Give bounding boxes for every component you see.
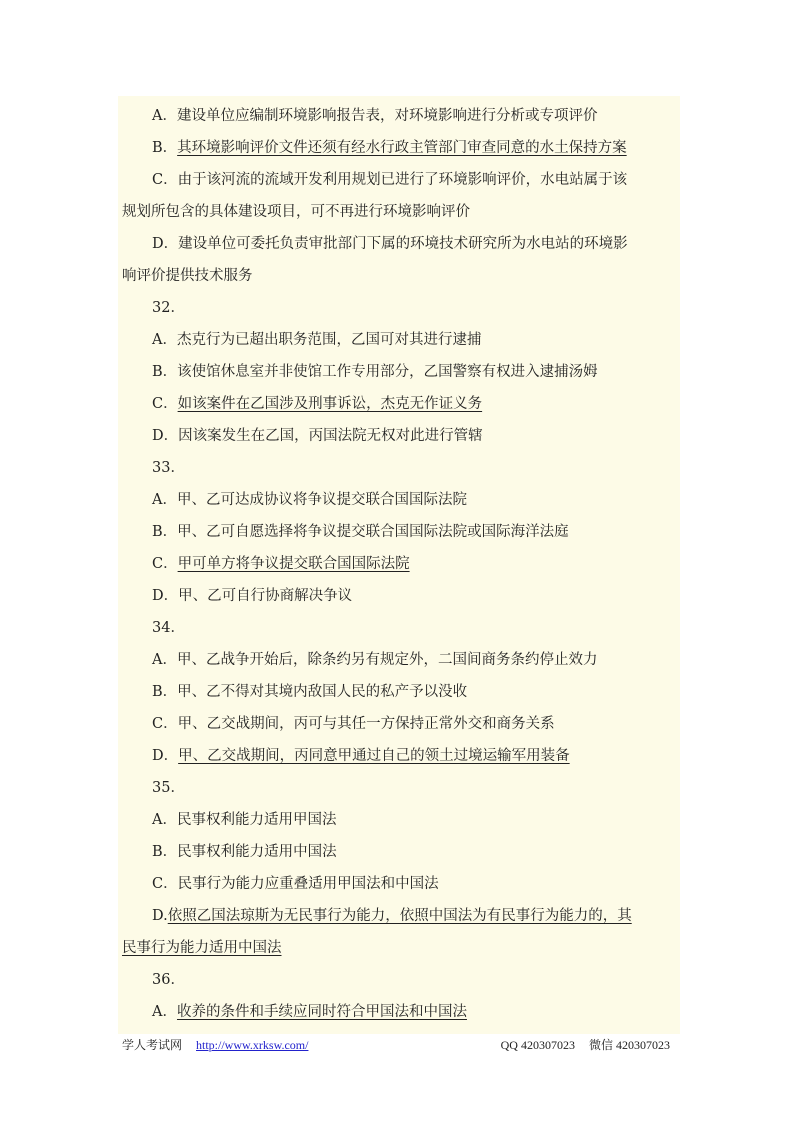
text-line: [122, 868, 678, 900]
option-label: B．: [152, 844, 178, 860]
text-line: [122, 324, 678, 356]
option-label: C．: [152, 716, 178, 732]
option-label: A．: [152, 652, 177, 668]
line-text: 甲、乙可自行协商解决争议: [178, 588, 353, 604]
line-text: 建设单位可委托负责审批部门下属的环境技术研究所为水电站的环境影: [178, 236, 628, 252]
option-label: D．: [152, 588, 179, 604]
option-label: B．: [152, 364, 178, 380]
option-label: D．: [152, 748, 179, 764]
option-label: A．: [152, 332, 177, 348]
option-label: B．: [152, 140, 178, 156]
option-label: A．: [152, 812, 177, 828]
line-text: 甲、乙可达成协议将争议提交联合国国际法院: [176, 492, 467, 508]
line-text: 民事权利能力适用中国法: [177, 844, 337, 860]
line-text: 民事权利能力适用甲国法: [176, 812, 337, 828]
option-label: C．: [152, 556, 178, 572]
underlined-answer-text: 甲可单方将争议提交联合国国际法院: [177, 556, 410, 572]
line-text: 响评价提供技术服务: [122, 268, 253, 284]
line-text: 甲、乙可自愿选择将争议提交联合国国际法院或国际海洋法庭: [177, 524, 569, 540]
footer-wechat: 微信 420307023: [588, 1038, 670, 1052]
line-text: 杰克行为已超出职务范围，乙国可对其进行逮捕: [176, 332, 482, 348]
line-text: 32．: [152, 300, 185, 316]
text-line: [122, 164, 678, 196]
underlined-answer-text: 依照乙国法琼斯为无民事行为能力，依照中国法为有民事行为能力的，其: [167, 908, 632, 924]
text-line: [122, 228, 678, 260]
text-line: [122, 548, 678, 580]
line-text: 34．: [152, 620, 185, 636]
text-line: [122, 676, 678, 708]
line-text: 因该案发生在乙国，丙国法院无权对此进行管辖: [178, 428, 483, 444]
text-line: [122, 580, 678, 612]
line-text: 36．: [152, 972, 185, 988]
text-line: [122, 292, 678, 324]
text-line: [122, 996, 678, 1028]
line-text: 甲、乙不得对其境内敌国人民的私产予以没收: [177, 684, 468, 700]
text-line: [122, 740, 678, 772]
underlined-answer-text: 收养的条件和手续应同时符合甲国法和中国法: [176, 1004, 467, 1020]
line-text: 民事行为能力应重叠适用甲国法和中国法: [177, 876, 439, 892]
text-line: [122, 644, 678, 676]
underlined-answer-text: 民事行为能力适用中国法: [122, 940, 282, 956]
text-line: [122, 484, 678, 516]
footer-url-link[interactable]: http://www.xrksw.com/: [196, 1038, 309, 1052]
line-text: 该使馆休息室并非使馆工作专用部分，乙国警察有权进入逮捕汤姆: [177, 364, 598, 380]
text-line: [122, 804, 678, 836]
text-line: [122, 260, 678, 292]
option-label: A．: [152, 108, 177, 124]
line-text: 甲、乙战争开始后，除条约另有规定外，二国间商务条约停止效力: [176, 652, 598, 668]
text-line: [122, 836, 678, 868]
line-text: 甲、乙交战期间，丙可与其任一方保持正常外交和商务关系: [177, 716, 555, 732]
underlined-answer-text: 其环境影响评价文件还须有经水行政主管部门审查同意的水土保持方案: [177, 140, 627, 156]
text-line: [122, 132, 678, 164]
text-line: [122, 708, 678, 740]
option-label: C．: [152, 876, 178, 892]
option-label: A．: [152, 1004, 177, 1020]
text-line: [122, 452, 678, 484]
option-label: C．: [152, 396, 178, 412]
footer-left: [122, 1037, 308, 1053]
text-line: [122, 612, 678, 644]
text-line: [122, 100, 678, 132]
option-label: A．: [152, 492, 177, 508]
footer-site-name: 学人考试网: [122, 1038, 183, 1052]
line-text: 35．: [152, 780, 185, 796]
footer-qq: QQ 420307023: [500, 1038, 575, 1052]
option-label: B．: [152, 684, 178, 700]
document-body: [122, 100, 678, 1028]
text-line: [122, 964, 678, 996]
line-text: 33．: [152, 460, 185, 476]
text-line: [122, 196, 678, 228]
text-line: [122, 388, 678, 420]
line-text: 由于该河流的流域开发利用规划已进行了环境影响评价，水电站属于该: [177, 172, 628, 188]
option-label: D．: [152, 236, 179, 252]
option-label: B．: [152, 524, 178, 540]
text-line: [122, 900, 678, 932]
underlined-answer-text: 甲、乙交战期间，丙同意甲通过自己的领土过境运输军用装备: [178, 748, 570, 764]
footer-contact: [487, 1037, 670, 1053]
text-line: [122, 932, 678, 964]
option-label: D．: [152, 428, 179, 444]
text-line: [122, 420, 678, 452]
line-text: 建设单位应编制环境影响报告表，对环境影响进行分析或专项评价: [176, 108, 598, 124]
option-label: D.: [152, 908, 168, 924]
text-line: [122, 772, 678, 804]
text-line: [122, 356, 678, 388]
underlined-answer-text: 如该案件在乙国涉及刑事诉讼，杰克无作证义务: [177, 396, 483, 412]
text-line: [122, 516, 678, 548]
line-text: 规划所包含的具体建设项目，可不再进行环境影响评价: [122, 204, 470, 220]
option-label: C．: [152, 172, 178, 188]
